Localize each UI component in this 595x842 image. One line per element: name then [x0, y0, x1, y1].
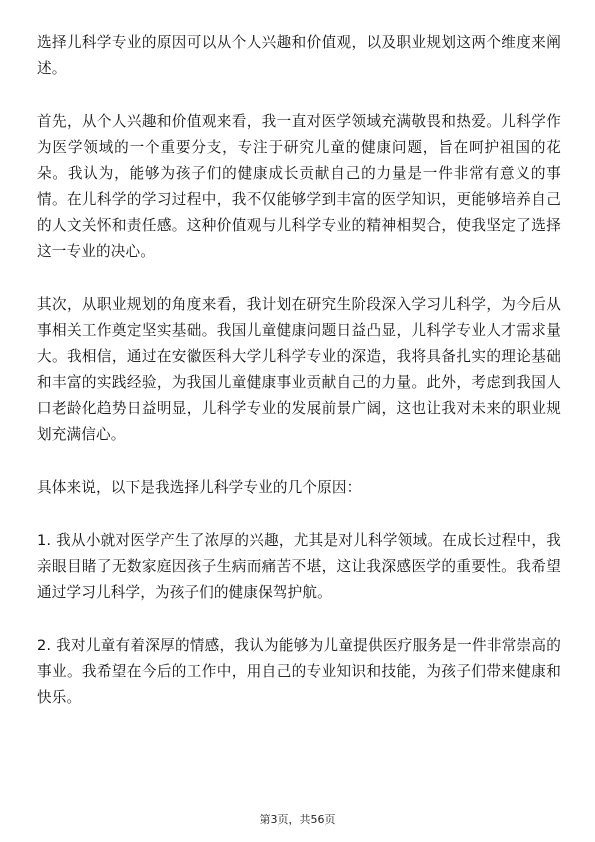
paragraph-reasons-intro: 具体来说，以下是我选择儿科学专业的几个原因： — [37, 479, 362, 496]
document-body — [37, 30, 561, 711]
paragraph-intro: 选择儿科学专业的原因可以从个人兴趣和价值观，以及职业规划这两个维度来阐述。 — [37, 34, 561, 77]
paragraph-gap — [37, 82, 561, 109]
paragraph-career: 其次，从职业规划的角度来看，我计划在研究生阶段深入学习儿科学，为今后从事相关工作奠定坚实基础。我国儿童健康问题日益凸显，儿科学专业人才需求量大。我相信，通过在安徽医科大学儿科学专业的深造，我将具备扎实的理论基础和丰富的实践经验，为我国儿童健康事业贡献自己的力量。此外，考虑到我国人口老龄化趋势日益明显，儿科学专业的发展前景广阔，这也让我对未来的职业规划充满信心。 — [37, 296, 561, 443]
paragraph-reason-2: 2. 我对儿童有着深厚的情感，我认为能够为儿童提供医疗服务是一件非常崇高的事业。我希望在今后的工作中，用自己的专业知识和技能，为孩子们带来健康和快乐。 — [37, 637, 561, 706]
paragraph-gap — [37, 606, 561, 633]
paragraph-interest: 首先，从个人兴趣和价值观来看，我一直对医学领域充满敬畏和热爱。儿科学作为医学领域的一个重要分支，专注于研究儿童的健康问题，旨在呵护祖国的花朵。我认为，能够为孩子们的健康成长贡献自己的力量是一件非常有意义的事情。在儿科学的学习过程中，我不仅能够学到丰富的医学知识，更能够培养自己的人文关怀和责任感。这种价值观与儿科学专业的精神相契合，使我坚定了选择这一专业的决心。 — [37, 113, 561, 260]
paragraph-gap — [37, 501, 561, 528]
page-number: 第3页，共56页 — [259, 813, 336, 826]
paragraph-gap — [37, 448, 561, 475]
paragraph-gap — [37, 265, 561, 292]
paragraph-reason-1: 1. 我从小就对医学产生了浓厚的兴趣，尤其是对儿科学领域。在成长过程中，我亲眼目睹了无数家庭因孩子生病而痛苦不堪，这让我深感医学的重要性。我希望通过学习儿科学，为孩子们的健康保驾护航。 — [37, 532, 561, 601]
